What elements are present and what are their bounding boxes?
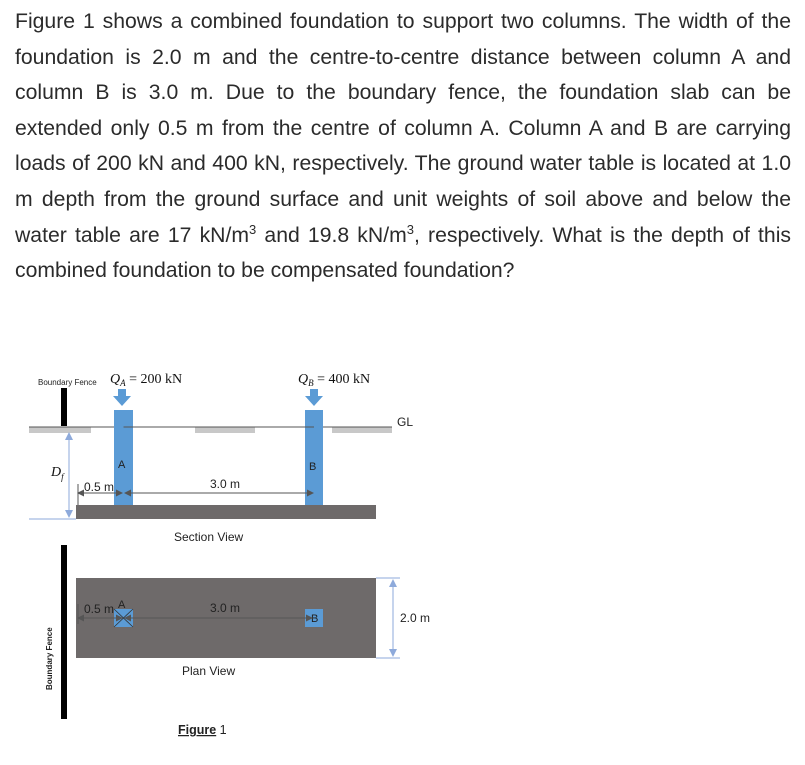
ground-surface-middle: [195, 427, 255, 433]
plan-column-a-label: A: [118, 599, 126, 611]
load-a-arrow-icon: [113, 389, 131, 406]
plan-view: [45, 545, 430, 719]
plan-boundary-fence-label: Boundary Fence: [45, 627, 54, 690]
load-b-arrow-icon: [305, 389, 323, 406]
offset-label-section: 0.5 m: [84, 480, 115, 494]
plan-view-title: Plan View: [182, 664, 236, 678]
section-boundary-fence-label: Boundary Fence: [38, 378, 97, 387]
width-label: 2.0 m: [400, 611, 431, 625]
column-b-label: B: [309, 461, 317, 473]
section-view-title: Section View: [174, 530, 244, 544]
column-a-label: A: [118, 459, 126, 471]
section-boundary-fence: [61, 388, 67, 426]
ground-surface-right: [332, 427, 392, 433]
problem-text: Figure 1 shows a combined foundation to support two columns. The width of the foundation is 2.0 m and the centre-to-centre distance between column A and column B is 3.0 m. Due to the boundary fence, the foundation slab can be extended only 0.5 m from the centre of column A. Column A and B are carrying loads of 200 kN and 400 kN, respectively. The ground water table is located at 1.0 m depth from the ground surface and unit weights of soil above and below the water table are 17 $kN/m^3$ and 19.8 $kN/m^3$, respectively. What is the depth of this combined foundation to be compensated foundation?: [15, 10, 792, 283]
df-label: $D_f$: [51, 465, 64, 482]
column-b-section: [305, 410, 323, 506]
load-a-label: $Q_A = 200$ kN: [110, 372, 183, 388]
section-view: [29, 372, 413, 544]
spacing-label-plan: 3.0 m: [210, 601, 241, 615]
spacing-label-section: 3.0 m: [210, 477, 241, 491]
plan-column-b-label: B: [311, 613, 319, 625]
column-a-section: [114, 410, 133, 506]
offset-label-plan: 0.5 m: [84, 602, 115, 616]
foundation-slab-section: [76, 505, 376, 519]
gl-label: GL: [397, 415, 414, 429]
plan-boundary-fence: [61, 545, 67, 719]
figure-caption: Figure 1: [178, 723, 227, 737]
ground-surface-left: [29, 427, 91, 433]
load-b-label: $Q_B = 400$ kN: [298, 372, 371, 388]
